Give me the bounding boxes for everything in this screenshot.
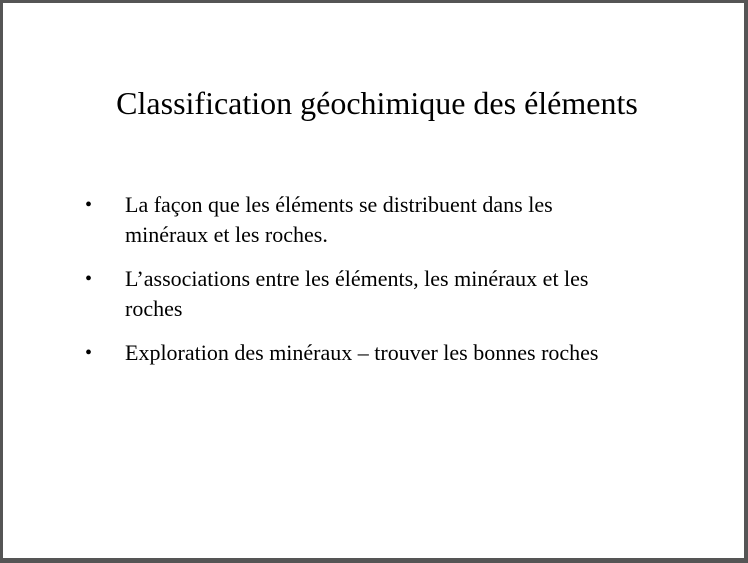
- bullet-list: [85, 190, 685, 382]
- bullet-text-line: La façon que les éléments se distribuent dans les: [125, 192, 553, 217]
- bullet-text-line: Exploration des minéraux – trouver les bonnes roches: [125, 340, 599, 365]
- bullet-icon: •: [85, 194, 93, 216]
- bullet-icon: •: [85, 268, 93, 290]
- bullet-text-line: minéraux et les roches.: [125, 222, 328, 247]
- slide-title: Classification géochimique des éléments: [116, 85, 638, 121]
- bullet-text-line: L’associations entre les éléments, les minéraux et les: [125, 266, 589, 291]
- bullet-icon: •: [85, 342, 93, 364]
- bullet-item: [85, 264, 685, 324]
- bullet-item: [85, 190, 685, 250]
- bullet-text-line: roches: [125, 296, 183, 321]
- bullet-item: [85, 338, 685, 368]
